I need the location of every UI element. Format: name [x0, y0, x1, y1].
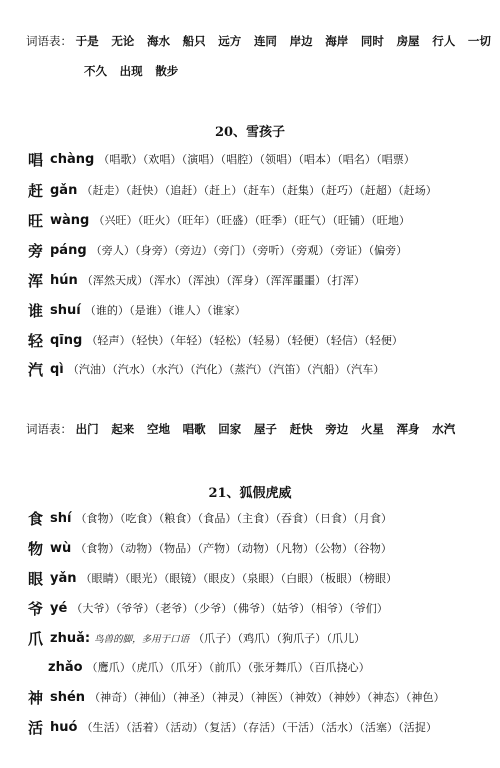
vocab-word: 回家 [218, 422, 242, 436]
character: 谁 [28, 301, 44, 320]
word-list: （轻声）（轻快）（年轻）（轻松）（轻易）（轻便）（轻信）（轻便） [86, 334, 404, 347]
pinyin: wàng [50, 212, 90, 228]
word-list: （鹰爪）（虎爪）（爪牙）（前爪）（张牙舞爪）（百爪挠心） [86, 661, 370, 674]
char-row-ye [28, 595, 388, 621]
pinyin: qīng [50, 332, 83, 348]
character: 赶 [28, 181, 44, 200]
usage-note: 鸟兽的脚，多用于口语 [94, 634, 190, 645]
pinyin: yǎn [50, 570, 77, 586]
word-list: （爪子）（鸡爪）（狗爪子）（爪儿） [193, 632, 366, 645]
char-row-gan [28, 177, 437, 203]
word-list: （浑然天成）（浑水）（浑浊）（浑身）（浑浑噩噩）（打浑） [81, 274, 366, 287]
lesson-21-title: 21、狐假虎威 [208, 486, 292, 501]
vocab-word: 同时 [360, 34, 384, 48]
vocab-list-1-continued [84, 63, 187, 79]
char-row-huo [28, 714, 437, 740]
character: 物 [28, 539, 44, 558]
word-list: （神奇）（神仙）（神圣）（神灵）（神医）（神效）（神妙）（神态）（神色） [89, 691, 445, 704]
vocab-word: 海水 [146, 34, 170, 48]
char-row-chang [28, 146, 415, 172]
character: 旺 [28, 211, 44, 230]
pinyin: páng [50, 242, 87, 258]
word-list: （兴旺）（旺火）（旺年）（旺盛）（旺季）（旺气）（旺铺）（旺地） [93, 214, 411, 227]
vocab-word: 起来 [111, 422, 135, 436]
vocab-label: 词语表： [26, 34, 72, 48]
vocab-word: 岸边 [289, 34, 313, 48]
vocab-word: 旁边 [325, 422, 349, 436]
vocab-word: 散步 [155, 64, 179, 78]
vocab-word: 屋子 [253, 422, 277, 436]
word-list: （食物）（动物）（物品）（产物）（动物）（凡物）（公物）（谷物） [75, 542, 392, 555]
character: 神 [28, 688, 44, 707]
vocab-word: 赶快 [289, 422, 313, 436]
pinyin: wù [50, 540, 72, 556]
character: 轻 [28, 331, 44, 350]
char-row-pang [28, 237, 407, 263]
pinyin: shén [50, 689, 86, 705]
vocab-label: 词语表： [26, 422, 72, 436]
vocab-word: 水汽 [432, 422, 456, 436]
char-row-shi [28, 505, 392, 531]
word-list: （唱歌）（欢唱）（演唱）（唱腔）（领唱）（唱本）（唱名）（唱票） [98, 153, 415, 166]
vocab-word: 行人 [432, 34, 456, 48]
vocab-list-1 [26, 33, 500, 49]
character: 汽 [28, 360, 44, 379]
vocab-list-2 [26, 421, 464, 437]
pinyin: shuí [50, 302, 81, 318]
word-list: （谁的）（是谁）（谁人）（谁家） [84, 304, 246, 317]
vocab-word: 不久 [84, 64, 107, 78]
pinyin: shí [50, 510, 72, 526]
char-row-zhua [28, 625, 365, 651]
character: 眼 [28, 569, 44, 588]
word-list: （生活）（活着）（活动）（复活）（存活）（干活）（活水）（活塞）（活捉） [81, 721, 438, 734]
vocab-word: 无论 [111, 34, 135, 48]
word-list: （食物）（吃食）（粮食）（食品）（主食）（吞食）（日食）（月食） [75, 512, 393, 525]
word-list: （赶走）（赶快）（追赶）（赶上）（赶车）（赶集）（赶巧）（赶超）（赶场） [81, 184, 437, 197]
vocab-word: 一切 [467, 34, 491, 48]
char-row-qi [28, 356, 384, 382]
character: 食 [28, 509, 44, 528]
vocab-word: 出现 [119, 64, 143, 78]
pinyin: zhuǎ: [50, 630, 91, 646]
word-list: （眼睛）（眼光）（眼镜）（眼皮）（泉眼）（白眼）（板眼）（榜眼） [80, 572, 398, 585]
pinyin: hún [50, 272, 78, 288]
vocab-word: 浑身 [396, 422, 420, 436]
char-row-hun [28, 267, 365, 293]
vocab-word: 火星 [360, 422, 384, 436]
char-row-shui [28, 297, 246, 323]
char-row-wang [28, 207, 410, 233]
character: 旁 [28, 241, 44, 260]
char-row-zhao [48, 654, 370, 680]
pinyin: gǎn [50, 182, 78, 198]
pinyin: qì [50, 361, 64, 377]
character: 浑 [28, 271, 44, 290]
vocab-word: 空地 [146, 422, 170, 436]
lesson-20-title: 20、雪孩子 [214, 125, 286, 140]
word-list: （汽油）（汽水）（水汽）（汽化）（蒸汽）（汽笛）（汽船）（汽车） [67, 363, 385, 376]
pinyin: chàng [50, 151, 95, 167]
vocab-word: 出门 [75, 422, 99, 436]
character: 爷 [28, 599, 44, 618]
pinyin: yé [50, 600, 68, 616]
word-list: （大爷）（爷爷）（老爷）（少爷）（佛爷）（姑爷）（相爷）（爷们） [71, 602, 388, 615]
pinyin: zhǎo [48, 659, 83, 675]
char-row-qing [28, 327, 403, 353]
vocab-word: 船只 [182, 34, 206, 48]
character: 唱 [28, 150, 44, 169]
vocab-word: 远方 [218, 34, 242, 48]
vocab-word: 海岸 [325, 34, 349, 48]
character: 爪 [28, 629, 44, 648]
vocab-word: 房屋 [396, 34, 420, 48]
char-row-wu [28, 535, 392, 561]
char-row-shen [28, 684, 445, 710]
word-list: （旁人）（身旁）（旁边）（旁门）（旁听）（旁观）（旁证）（偏旁） [90, 244, 408, 257]
vocab-word: 于是 [75, 34, 99, 48]
pinyin: huó [50, 719, 78, 735]
character: 活 [28, 718, 44, 737]
char-row-yan [28, 565, 397, 591]
vocab-word: 连同 [253, 34, 277, 48]
vocab-word: 唱歌 [182, 422, 206, 436]
